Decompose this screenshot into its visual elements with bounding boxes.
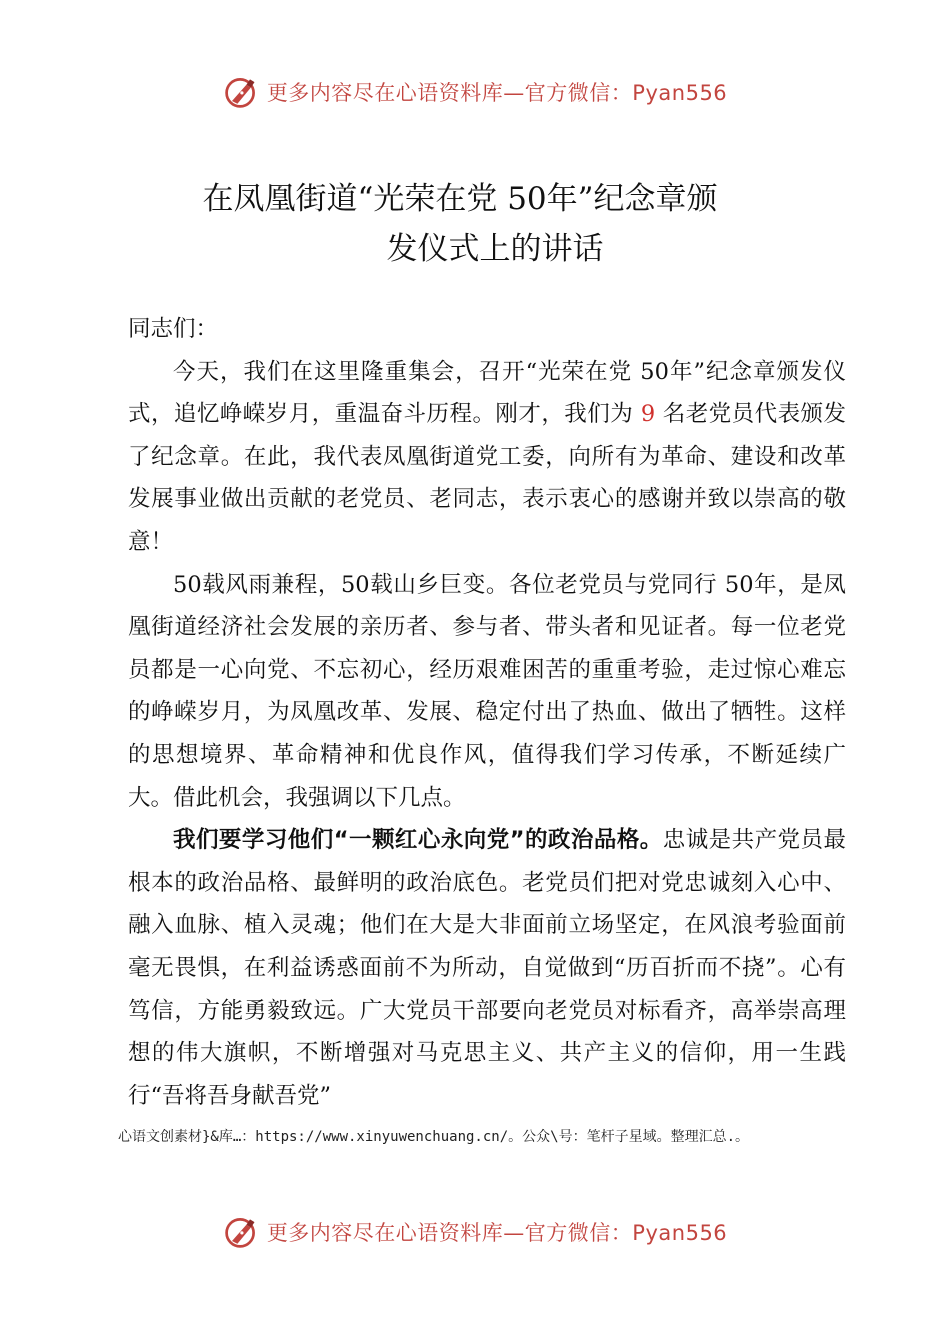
- footer-banner: [0, 1212, 950, 1252]
- page-title: [0, 174, 950, 274]
- paragraph-1-text-a: 今天，我们在这里隆重集会，召开“光荣在党 50年”纪念章颁发仪式，追忆峥嵘岁月，重温奋斗历程。刚才，我们为: [128, 358, 846, 428]
- banner-text: 更多内容尽在心语资料库—官方微信：Pyan556: [266, 1221, 728, 1245]
- title-line-2: 发仪式上的讲话: [386, 231, 604, 267]
- highlight-number: 9: [640, 401, 656, 428]
- greeting: 同志们：: [128, 316, 219, 342]
- paragraph-1: [128, 351, 846, 564]
- speech-body: [128, 308, 846, 1117]
- paragraph-3: [128, 819, 846, 1117]
- paragraph-2: 50载风雨兼程，50载山乡巨变。各位老党员与党同行 50年，是凤凰街道经济社会发展的亲历者、参与者、带头者和见证者。每一位老党员都是一心向党、不忘初心，经历艰难困苦的重重考验，走过惊心难忘的峥嵘岁月，为凤凰改革、发展、稳定付出了热血、做出了牺牲。这样的思想境界、革命精神和优良作风，值得我们学习传承，不断延续广大。借此机会，我强调以下几点。: [128, 571, 846, 811]
- paragraph-3-text: 忠诚是共产党员最根本的政治品格、最鲜明的政治底色。老党员们把对党忠诚刻入心中、融入血脉、植入灵魂；他们在大是大非面前立场坚定，在风浪考验面前毫无畏惧，在利益诱惑面前不为所动，自觉做到“历百折而不挠”。心有笃信，方能勇毅致远。广大党员干部要向老党员对标看齐，高举崇高理想的伟大旗帜，不断增强对马克思主义、共产主义的信仰，用一生践行“吾将吾身献吾党”: [128, 827, 846, 1109]
- source-note: 心语文创素材}&库…：https://www.xinyuwenchuang.cn/。公众\号：笔杆子星域。整理汇总.。: [118, 1129, 750, 1145]
- pen-nib-logo-icon: [223, 74, 259, 110]
- paragraph-1-text-b: 名老党员代表颁发了纪念章。在此，我代表凤凰街道党工委，向所有为革命、建设和改革发展事业做出贡献的老党员、老同志，表示衷心的感谢并致以崇高的敬意！: [128, 401, 846, 555]
- section-heading: 我们要学习他们“一颗红心永向党”的政治品格。: [173, 827, 663, 854]
- banner-text: 更多内容尽在心语资料库—官方微信：Pyan556: [266, 81, 728, 105]
- pen-nib-logo-icon: [223, 1214, 259, 1250]
- header-banner: [0, 72, 950, 112]
- title-line-1: 在凤凰街道“光荣在党 50年”纪念章颁: [202, 181, 718, 217]
